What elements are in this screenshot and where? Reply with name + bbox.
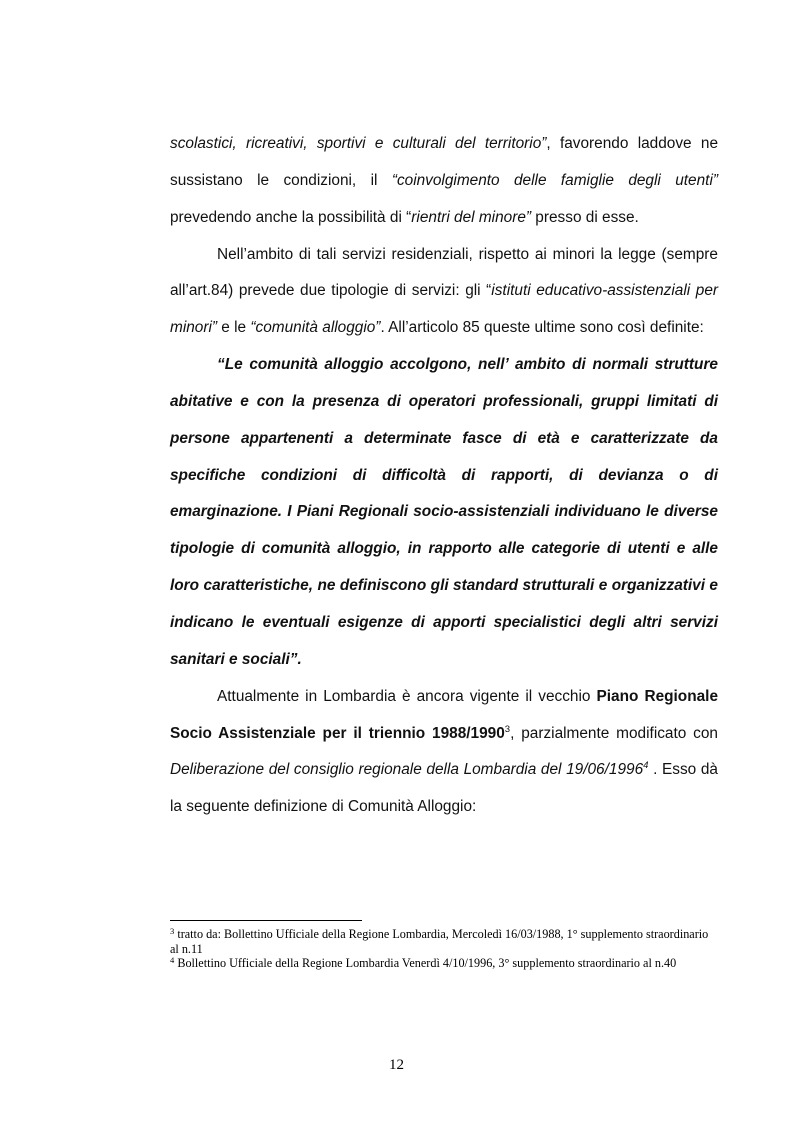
footnote-4: $^4$ Bollettino Ufficiale della Regione Lombardia Venerdì 4/10/1996, 3° supplemento straordinario al n.40 <box>170 955 677 970</box>
footnote-3: $^3$ tratto da: Bollettino Ufficiale della Regione Lombardia, Mercoledì 16/03/1988, 1° supplemento straordinario al n.11 <box>170 926 709 956</box>
body-text <box>170 126 718 826</box>
footnote-ref-3: 3 <box>504 723 511 735</box>
paragraph-lombardia-plan: Attualmente in Lombardia è ancora vigente il vecchio Piano Regionale Socio Assistenziale per il triennio 1988/1990$^3$, parzialmente modificato con Deliberazione del consiglio regionale della Lombardia del 19/06/1996$^4$ . Esso dà la seguente definizione di Comunità Alloggio: <box>170 687 719 816</box>
paragraph-services: scolastici, ricreativi, sportivi e culturali del territorio”, favorendo laddove ne sussistano le condizioni, il “coinvolgimento delle famiglie degli utenti” prevedendo anche la possibilità di “rientri del minore” presso di esse. <box>170 135 719 226</box>
page-number: 12 <box>389 1057 404 1073</box>
paragraph-residential-services: Nell’ambito di tali servizi residenziali, rispetto ai minori la legge (sempre all’art.84) prevede due tipologie di servizi: gli “istituti educativo-assistenziali per minori” e le “comunità alloggio”. All’articolo 85 queste ultime sono così definite: <box>170 245 718 337</box>
footnote-ref-4: 4 <box>643 760 649 772</box>
footnotes <box>170 927 718 971</box>
law-quotation: “Le comunità alloggio accolgono, nell’ ambito di normali strutture abitative e con la presenza di operatori professionali, gruppi limitati di persone appartenenti a determinate fasce di età e caratterizzate da specifiche condizioni di difficoltà di rapporti, di devianza o di emarginazione. I Piani Regionali socio-assistenziali individuano le diverse tipologie di comunità alloggio, in rapporto alle categorie di utenti e alle loro caratteristiche, ne definiscono gli standard strutturali e organizzativi e indicano le eventuali esigenze di apporti specialistici degli altri servizi sanitari e sociali”. <box>170 356 718 668</box>
footnote-separator <box>170 920 362 921</box>
